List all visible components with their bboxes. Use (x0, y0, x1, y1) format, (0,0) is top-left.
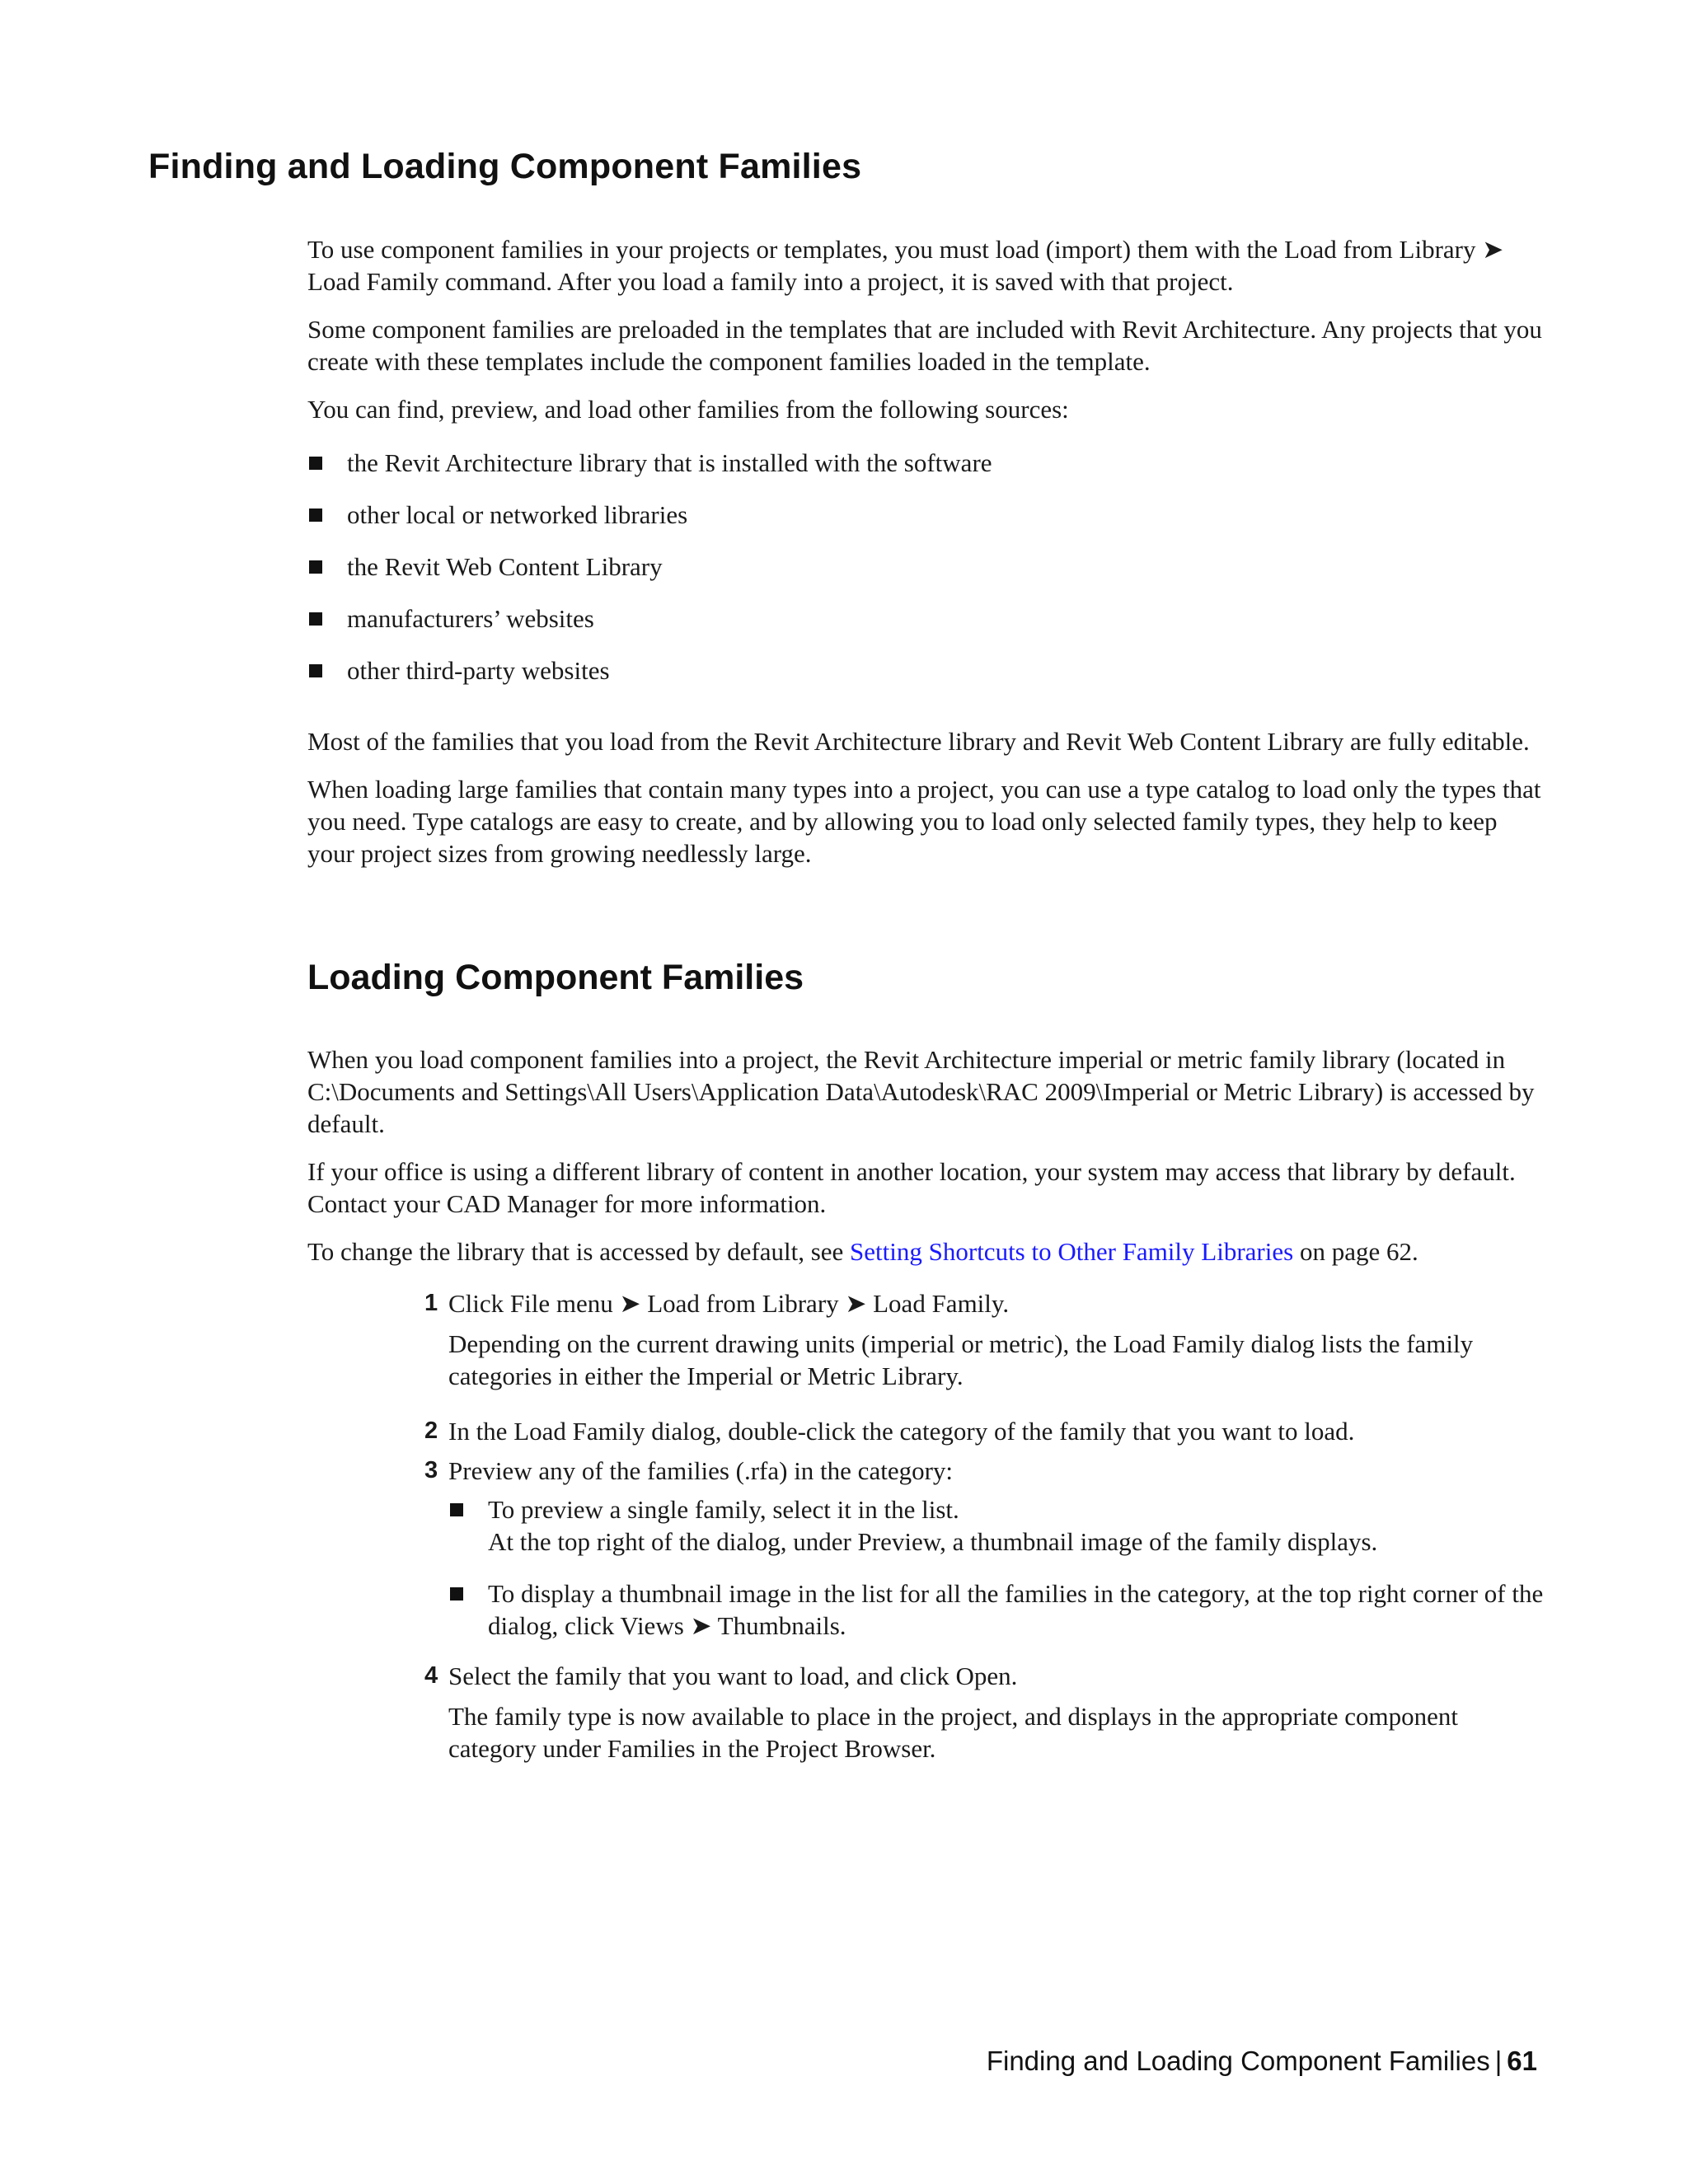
intro-block (307, 233, 1544, 706)
step-number: 4 (424, 1662, 438, 1689)
subsection-title: Loading Component Families (307, 958, 804, 997)
step-4 (424, 1660, 1545, 1765)
paragraph: Most of the families that you load from the Revit Architecture library and Revit Web Content Library are fully editable. (307, 727, 1530, 756)
step-number: 2 (424, 1418, 438, 1444)
list-item-text: other third-party websites (347, 656, 610, 685)
xref-lead-text: To change the library that is accessed by default, see (307, 1237, 851, 1266)
paragraph: If your office is using a different library of content in another location, your system may access that library by default. Contact your CAD Manager for more information. (307, 1157, 1516, 1218)
paragraph: Some component families are preloaded in the templates that are included with Revit Architecture. Any projects that you create with these templates include the component families loaded in the template. (307, 315, 1542, 376)
list-item-text: To preview a single family, select it in the list. (488, 1495, 959, 1524)
list-item (307, 499, 1544, 531)
step-2 (424, 1415, 1545, 1447)
step-number: 3 (424, 1457, 438, 1483)
step-note: Depending on the current drawing units (imperial or metric), the Load Family dialog lists the family categories in either the Imperial or Metric Library. (448, 1329, 1474, 1390)
paragraph: To use component families in your projects or templates, you must load (import) them with the Load from Library ➤ Load Family command. After you load a family into a project, it is saved with that project. (307, 235, 1504, 296)
step-number: 1 (424, 1290, 438, 1316)
list-item (448, 1493, 1545, 1558)
step-text: Click File menu ➤ Load from Library ➤ Load Family. (448, 1289, 1010, 1318)
list-item-text: other local or networked libraries (347, 500, 688, 529)
list-item-text: the Revit Architecture library that is installed with the software (347, 448, 992, 477)
bullet-square-icon (309, 560, 322, 574)
paragraph: When loading large families that contain many types into a project, you can use a type catalog to load only the types that you need. Type catalogs are easy to create, and by allowing you to load only selected family types, they help to keep your project sizes from growing needlessly large. (307, 775, 1541, 868)
page-footer (987, 2046, 1537, 2077)
sources-list (307, 447, 1544, 687)
bullet-square-icon (450, 1587, 463, 1601)
procedure-steps (424, 1287, 1545, 1765)
xref-trail-text: on page 62. (1293, 1237, 1418, 1266)
xref-paragraph (307, 1235, 1544, 1268)
list-item (448, 1577, 1545, 1642)
cross-reference-link[interactable]: Setting Shortcuts to Other Family Libraries (850, 1237, 1294, 1266)
bullet-square-icon (309, 612, 322, 626)
list-item-text: manufacturers’ websites (347, 604, 594, 633)
bullet-square-icon (450, 1503, 463, 1516)
step-3 (424, 1455, 1545, 1642)
loading-body-block (307, 1043, 1544, 1283)
paragraph: When you load component families into a project, the Revit Architecture imperial or metric family library (located in C:\Documents and Settings\All Users\Application Data\Autodesk\RAC 2009\Imperial or Metric Library) is accessed by default. (307, 1045, 1535, 1138)
bullet-square-icon (309, 509, 322, 522)
after-list-block (307, 725, 1544, 885)
step-text: In the Load Family dialog, double-click the category of the family that you want to load. (448, 1417, 1355, 1446)
step-1 (424, 1287, 1545, 1392)
list-item (307, 447, 1544, 479)
running-title: Finding and Loading Component Families (986, 2046, 1490, 2076)
bullet-square-icon (309, 664, 322, 677)
list-item (307, 551, 1544, 583)
list-item-detail: At the top right of the dialog, under Preview, a thumbnail image of the family displays. (488, 1527, 1378, 1556)
list-item-text: To display a thumbnail image in the list for all the families in the category, at the top right corner of the dialog, click Views ➤ Thumbnails. (488, 1579, 1544, 1640)
list-item-text: the Revit Web Content Library (347, 552, 663, 581)
step-text: Select the family that you want to load, and click Open. (448, 1661, 1018, 1690)
page-number: 61 (1507, 2046, 1537, 2076)
step-note: The family type is now available to place in the project, and displays in the appropriate component category under Families in the Project Browser. (448, 1702, 1458, 1763)
paragraph: You can find, preview, and load other families from the following sources: (307, 395, 1069, 424)
step-text: Preview any of the families (.rfa) in the category: (448, 1456, 954, 1485)
step-3-bullets (448, 1493, 1545, 1642)
footer-separator: | (1494, 2046, 1503, 2076)
bullet-square-icon (309, 457, 322, 470)
list-item (307, 654, 1544, 687)
section-title: Finding and Loading Component Families (148, 147, 862, 186)
list-item (307, 602, 1544, 635)
